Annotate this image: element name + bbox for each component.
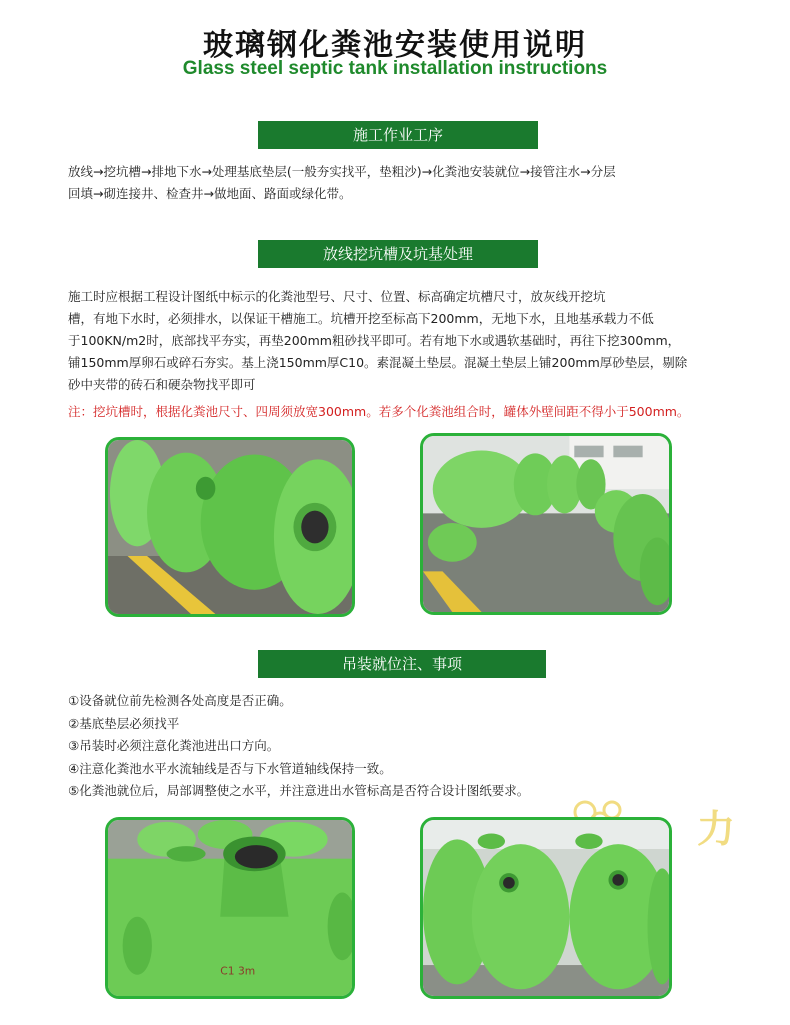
page-title: 玻璃钢化粪池安装使用说明 xyxy=(203,28,587,63)
hoisting-steps-list xyxy=(68,690,668,803)
photo-tanks-factory-yard xyxy=(420,433,672,615)
procedure-text xyxy=(68,161,736,205)
excavation-text xyxy=(68,286,736,396)
photo-tanks-row-closeup xyxy=(420,817,672,999)
excavation-line: 槽，有地下水时，必须排水，以保证干槽施工。坑槽开挖至标高下200mm，无地下水，且地基承载力不低 xyxy=(68,311,654,326)
excavation-note: 注：挖坑槽时，根据化粪池尺寸、四周须放宽300mm。若多个化粪池组合时，罐体外壁间距不得小于500mm。 xyxy=(68,404,690,419)
section-heading-excavation: 放线挖坑槽及坑基处理 xyxy=(258,240,538,268)
watermark-text: 力 xyxy=(697,807,736,851)
page-subtitle: Glass steel septic tank installation instructions xyxy=(182,58,608,79)
list-item: ②基底垫层必须找平 xyxy=(68,715,180,731)
photo-tanks-yellow-line xyxy=(105,437,355,617)
list-item: ③吊装时必须注意化粪池进出口方向。 xyxy=(68,738,280,753)
excavation-line: 施工时应根据工程设计图纸中标示的化粪池型号、尺寸、位置、标高确定坑槽尺寸，放灰线开挖坑 xyxy=(68,289,606,304)
excavation-line: 铺150mm厚卵石或碎石夯实。基上浇150mm厚C10。素混凝土垫层。混凝土垫层上铺200mm厚砂垫层，剔除 xyxy=(68,355,688,370)
list-item: ④注意化粪池水平水流轴线是否与下水管道轴线保持一致。 xyxy=(68,760,392,776)
excavation-line: 于100KN/m2时，底部找平夯实，再垫200mm粗砂找平即可。若有地下水或遇软基础时，再往下挖300mm， xyxy=(68,333,681,348)
procedure-line: 回填→砌连接井、检查井→做地面、路面或绿化带。 xyxy=(68,186,352,201)
list-item: ①设备就位前先检测各处高度是否正确。 xyxy=(68,693,292,708)
section-heading-procedure: 施工作业工序 xyxy=(258,121,538,149)
excavation-line: 砂中夹带的砖石和硬杂物找平即可 xyxy=(68,377,256,392)
photo-tanks-closeup-inlet xyxy=(105,817,355,999)
svg-text:C1 3m: C1 3m xyxy=(220,964,256,978)
list-item: ⑤化粪池就位后，局部调整使之水平，并注意进出水管标高是否符合设计图纸要求。 xyxy=(68,783,530,798)
procedure-line: 放线→挖坑槽→排地下水→处理基底垫层(一般夯实找平，垫粗沙)→化粪池安装就位→接管注水→分层 xyxy=(68,164,616,179)
section-heading-hoisting: 吊装就位注、事项 xyxy=(258,650,546,678)
